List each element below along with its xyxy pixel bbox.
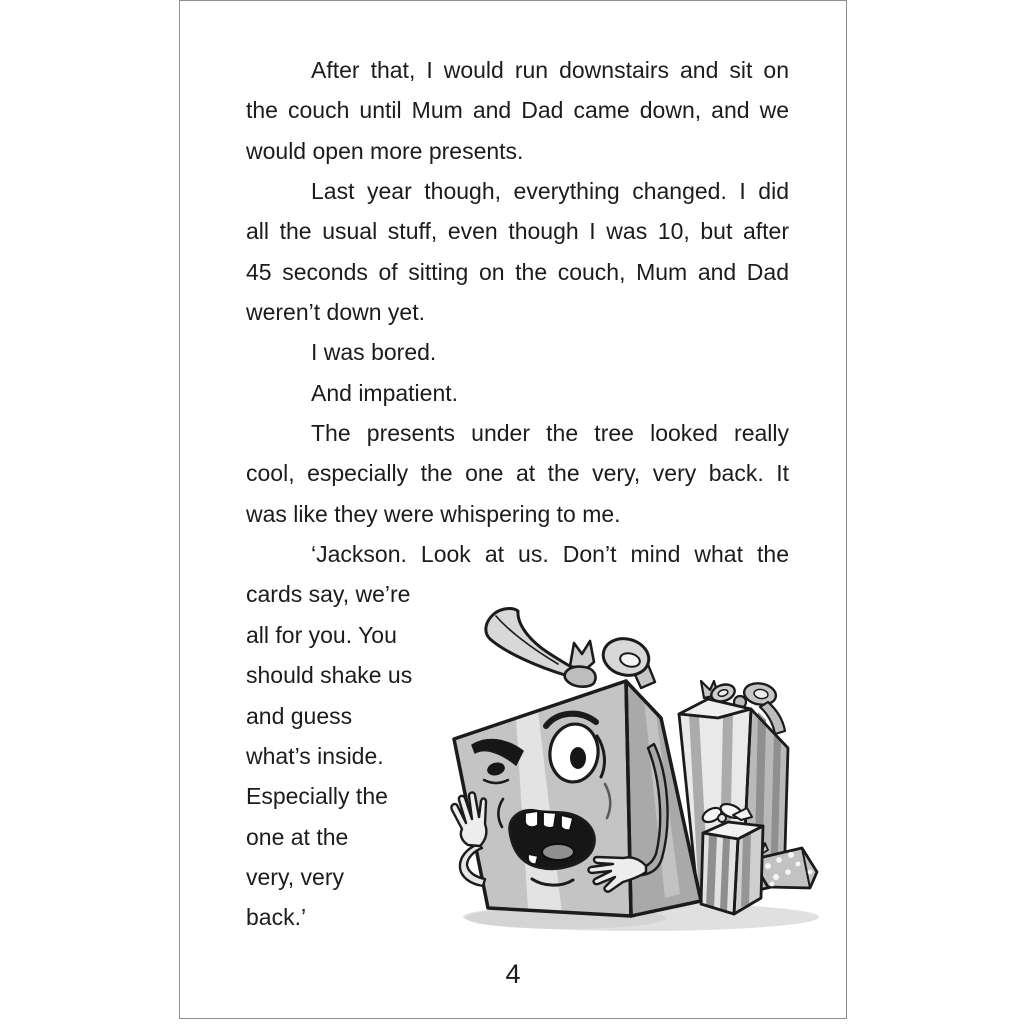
text-line: cool, especially the one at the very, very back. It — [246, 460, 789, 487]
text-line: very, very — [246, 863, 344, 890]
text-line: all the usual stuff, even though I was 10, but after — [246, 218, 789, 245]
text-line: one at the — [246, 823, 349, 850]
page-number: 4 — [505, 959, 521, 989]
text-line: ‘Jackson. Look at us. Don’t mind what the — [311, 541, 789, 568]
text-line: The presents under the tree looked really — [311, 420, 789, 447]
text-line: was like they were whispering to me. — [246, 500, 621, 527]
text-line: Especially the — [246, 783, 388, 810]
text-line: After that, I would run downstairs and sit on — [311, 57, 789, 83]
text-line: Last year though, everything changed. I did — [311, 178, 789, 205]
text-line: And impatient. — [311, 379, 459, 406]
presents-illustration — [446, 596, 831, 941]
text-line: I was bored. — [311, 339, 437, 366]
book-page — [179, 0, 847, 1019]
text-line: the couch until Mum and Dad came down, and we — [246, 97, 789, 124]
text-line: would open more presents. — [246, 137, 524, 164]
polka-dot-present — [757, 843, 817, 888]
text-line: all for you. You — [246, 621, 397, 648]
text-line: back.’ — [246, 904, 307, 931]
text-line: 45 seconds of sitting on the couch, Mum and Dad — [246, 258, 789, 285]
text-line: and guess — [246, 702, 353, 729]
main-gift-box-character — [451, 609, 701, 916]
text-line: weren’t down yet. — [246, 299, 425, 326]
bow — [486, 609, 655, 688]
text-line: what’s inside. — [246, 742, 384, 769]
text-line: cards say, we’re — [246, 581, 411, 608]
text-line: should shake us — [246, 662, 413, 689]
